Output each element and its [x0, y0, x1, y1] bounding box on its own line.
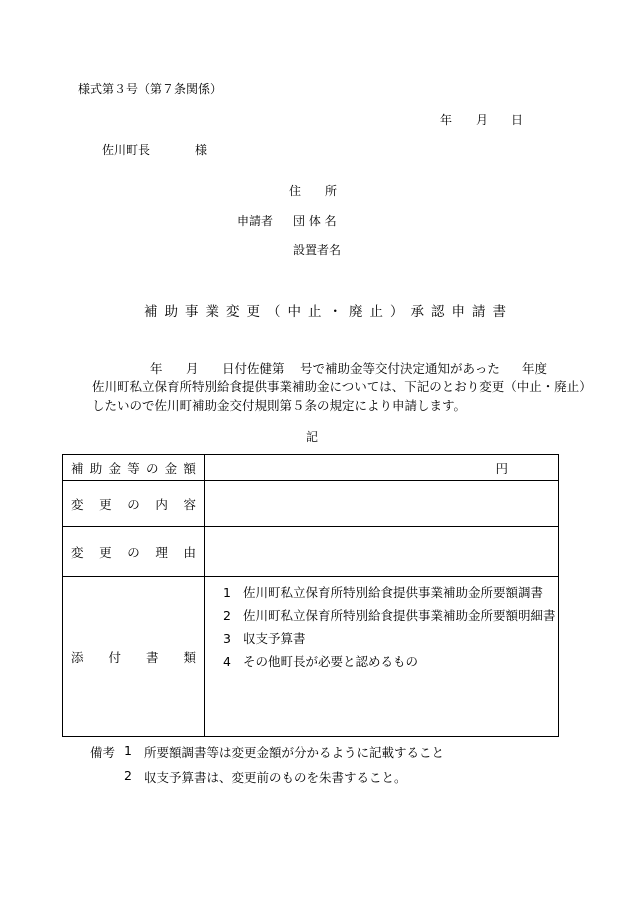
notes-label: 備考: [90, 745, 116, 760]
amount-unit: 円: [495, 460, 508, 476]
addressee-name: 佐川町長: [102, 143, 151, 157]
attachment-item: 1 佐川町私立保育所特別給食提供事業補助金所要額調書: [223, 585, 544, 600]
applicant-role-label: 申請者: [237, 214, 274, 228]
amount-label: 補 助 金 等 の 金 額: [63, 455, 205, 481]
date-year-label: 年: [440, 113, 453, 127]
body-fiscal-year: 年度: [522, 361, 548, 376]
date-month-label: 月: [476, 113, 489, 127]
attachment-item: 4 その他町長が必要と認めるもの: [223, 654, 419, 669]
note-1-text: 所要額調書等は変更金額が分かるように記載すること: [144, 745, 445, 760]
note-2-number: 2: [124, 768, 132, 783]
application-table: [62, 454, 559, 737]
note-1-number: 1: [124, 743, 132, 758]
form-number: 様式第３号（第７条関係）: [78, 82, 223, 96]
body-year: 年: [150, 361, 163, 376]
content-row: [63, 481, 559, 527]
body-notice: 号で補助金等交付決定通知があった: [300, 361, 500, 376]
content-value-cell[interactable]: [205, 481, 559, 527]
attachments-label: 添 付 書 類: [63, 577, 205, 737]
amount-value-cell[interactable]: [205, 455, 559, 481]
org-name-label: 団 体 名: [293, 214, 337, 228]
body-date-ref: 日付佐健第: [222, 361, 285, 376]
reason-row: [63, 527, 559, 577]
note-2-text: 収支予算書は、変更前のものを朱書すること。: [144, 770, 407, 785]
attachment-item: 2 佐川町私立保育所特別給食提供事業補助金所要額明細書: [223, 608, 556, 623]
body-line-3: したいので佐川町補助金交付規則第５条の規定により申請します。: [92, 398, 467, 413]
content-label: 変 更 の 内 容: [63, 481, 205, 527]
ki-heading: 記: [306, 430, 319, 444]
address-label: 住 所: [289, 184, 338, 198]
attachment-item: 3 収支予算書: [223, 631, 306, 646]
attachments-row: [63, 577, 559, 737]
addressee-honorific: 様: [195, 143, 208, 157]
reason-value-cell[interactable]: [205, 527, 559, 577]
amount-row: [63, 455, 559, 481]
attachments-list-cell: [205, 577, 559, 737]
body-month: 月: [186, 361, 199, 376]
document-title: 補助事業変更（中止・廃止）承認申請書: [144, 304, 513, 320]
founder-name-label: 設置者名: [293, 243, 342, 257]
date-day-label: 日: [511, 113, 524, 127]
reason-label: 変 更 の 理 由: [63, 527, 205, 577]
body-line-2: 佐川町私立保育所特別給食提供事業補助金については、下記のとおり変更（中止・廃止）: [92, 379, 592, 394]
